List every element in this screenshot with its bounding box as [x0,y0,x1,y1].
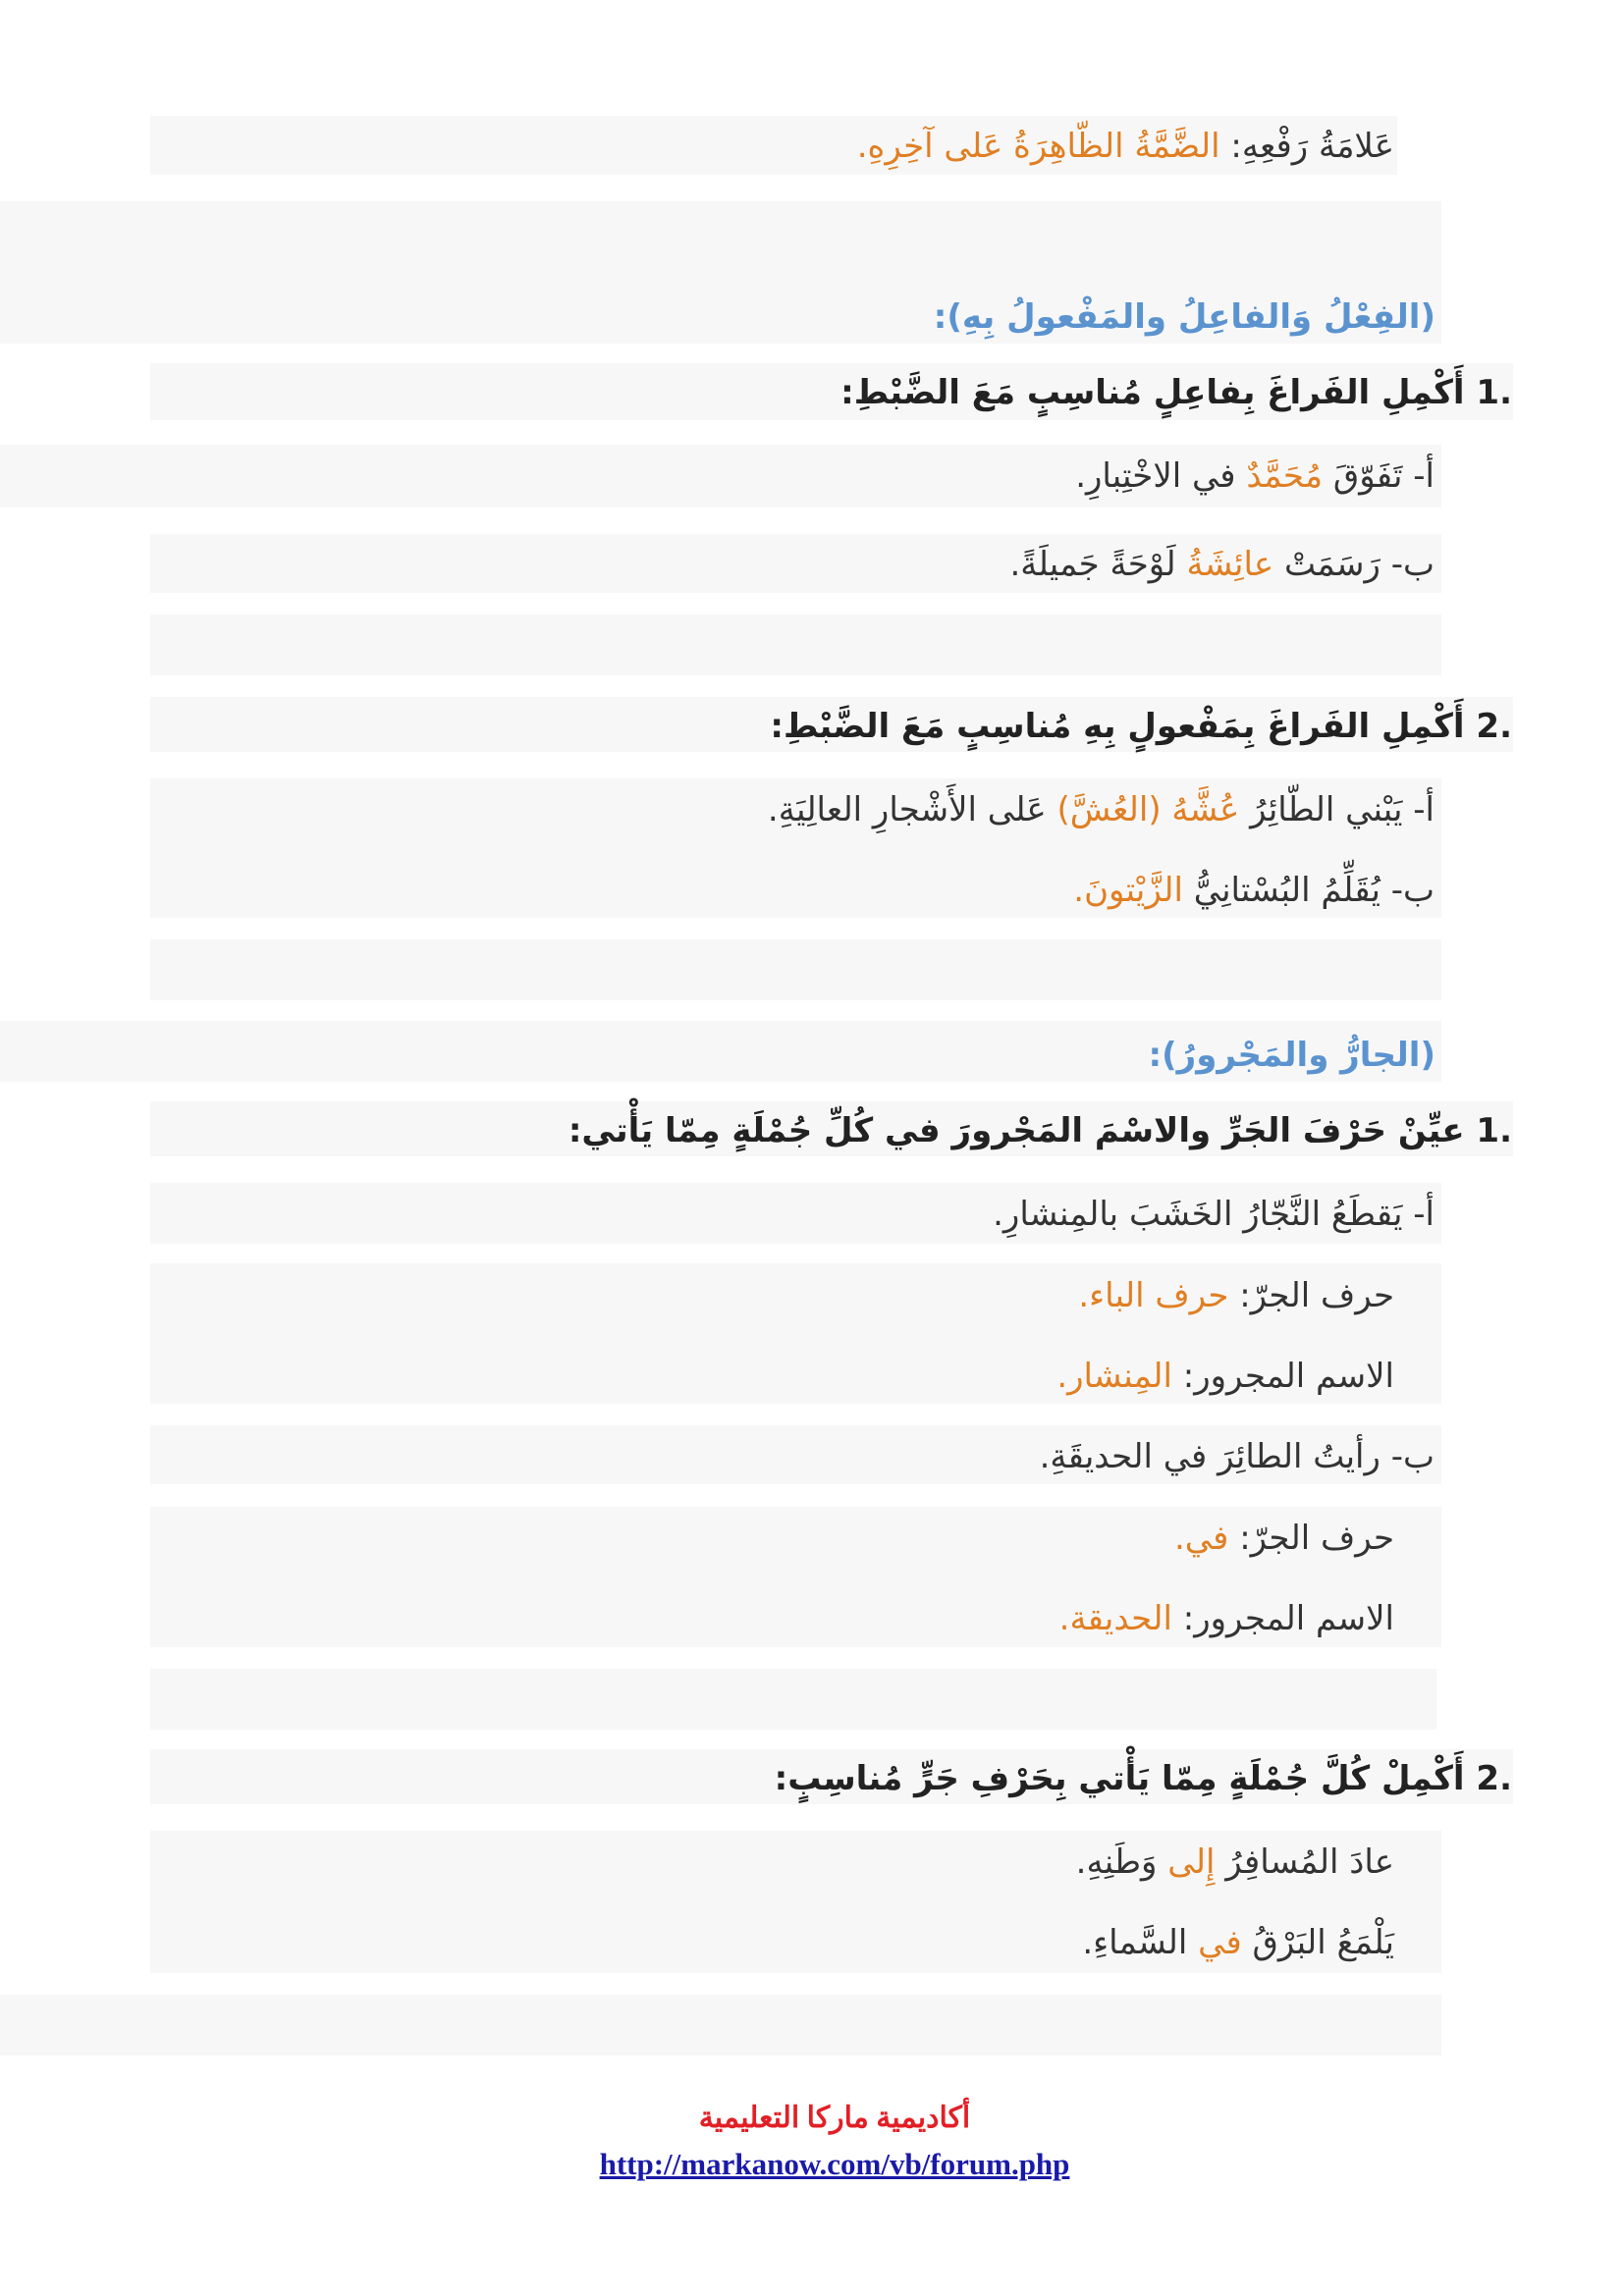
top-answer-line [856,127,1394,166]
row-band [150,614,1441,675]
s2-q1-b-noun-label: الاسم المجرور: [1182,1599,1394,1638]
s2-q1-b-noun-answer: الحديقة. [1058,1599,1172,1638]
s1-q1-b-answer: عائِشَةُ [1186,545,1274,584]
s2-q2-b-answer: في [1198,1923,1242,1962]
s2-q1-a-sentence: أ- يَقطَعُ النَّجّارُ الخَشَبَ بالمِنشارِ. [993,1195,1435,1234]
s2-q1-b-sentence: ب- رأيتُ الطائِرَ في الحديقَةِ. [1039,1437,1435,1476]
s2-q2-b-suffix: السَّماءِ. [1082,1923,1188,1962]
s1-q2-question [770,707,1512,746]
s1-q1-b-suffix: لَوْحَةً جَميلَةً. [1009,545,1176,584]
s1-q1-number: .1 [1476,373,1512,412]
s2-q2-text: أَكْمِلْ كُلَّ جُمْلَةٍ مِمّا يَأْتي بِحَرْفِ جَرٍّ مُناسِبٍ: [774,1759,1465,1798]
row-band [150,939,1441,1000]
row-band [150,1669,1436,1730]
s2-q1-a-prep [1078,1276,1394,1315]
s1-q1-question [840,373,1512,412]
s2-q1-a-prep-label: حرف الجرّ: [1239,1276,1394,1315]
footer-title: أكاديمية ماركا التعليمية [698,2102,971,2134]
s1-q2-number: .2 [1476,707,1512,746]
s1-q1-a-suffix: في الاخْتِبارِ. [1075,456,1236,496]
s2-q2-question [774,1759,1512,1798]
s1-q1-text: أَكْمِلِ الفَراغَ بِفاعِلٍ مُناسِبٍ مَعَ الضَّبْطِ: [840,373,1465,412]
s2-q1-b-prep-label: حرف الجرّ: [1239,1519,1394,1558]
s2-q1-a-noun-label: الاسم المجرور: [1182,1357,1394,1396]
s1-q1-b-prefix: ب- رَسَمَتْ [1283,545,1435,584]
s1-q2-item-a [767,790,1435,829]
s2-q2-a-suffix: وَطَنِهِ. [1075,1842,1158,1882]
s2-q1-a-noun-answer: المِنشار. [1056,1357,1172,1396]
s2-q1-question [568,1111,1512,1150]
s1-q2-item-b [1073,871,1435,910]
s1-q2-a-prefix: أ- يَبْني الطّائِرُ [1250,790,1435,829]
s2-q1-b-prep [1173,1519,1394,1558]
section1-heading: (الفِعْلُ وَالفاعِلُ والمَفْعولُ بِهِ): [933,297,1435,337]
s2-q1-a-prep-answer: حرف الباء. [1078,1276,1229,1315]
s2-q2-a-answer: إِلى [1167,1842,1216,1882]
s1-q1-item-b [1009,545,1435,584]
s1-q1-a-answer: مُحَمَّدٌ [1246,456,1324,496]
top-answer: الضَّمَّةُ الظّاهِرَةُ عَلى آخِرِهِ. [856,127,1220,166]
s2-q2-number: .2 [1476,1759,1512,1798]
s2-q1-a-noun [1056,1357,1394,1396]
s2-q1-number: .1 [1476,1111,1512,1150]
s2-q2-item-b [1082,1923,1394,1962]
s2-q2-b-prefix: يَلْمَعُ البَرْقُ [1252,1923,1394,1962]
s1-q2-a-answer: عُشَّهُ (العُشَّ) [1056,790,1240,829]
s1-q2-a-suffix: عَلى الأَشْجارِ العالِيَةِ. [767,790,1047,829]
footer-link[interactable]: http://markanow.com/vb/forum.php [599,2147,1070,2181]
s2-q2-a-prefix: عادَ المُسافِرُ [1225,1842,1394,1882]
s1-q1-item-a [1075,456,1435,496]
s2-q1-text: عيِّنْ حَرْفَ الجَرِّ والاسْمَ المَجْرورَ في كُلِّ جُمْلَةٍ مِمّا يَأْتي: [568,1111,1465,1150]
s2-q1-b-noun [1058,1599,1394,1638]
row-band [0,1995,1441,2056]
section2-heading: (الجارُّ والمَجْرورُ): [1148,1036,1435,1075]
s1-q2-b-answer: الزَّيْتونَ. [1073,871,1183,910]
s1-q1-a-prefix: أ- تَفَوّقَ [1332,456,1435,496]
s2-q2-item-a [1075,1842,1394,1882]
top-label: عَلامَةُ رَفْعِهِ: [1230,127,1394,166]
s1-q2-b-prefix: ب- يُقَلِّمُ البُسْتانِيُّ [1193,871,1435,910]
s1-q2-text: أَكْمِلِ الفَراغَ بِمَفْعولٍ بِهِ مُناسِبٍ مَعَ الضَّبْطِ: [770,707,1465,746]
s2-q1-b-prep-answer: في. [1173,1519,1229,1558]
